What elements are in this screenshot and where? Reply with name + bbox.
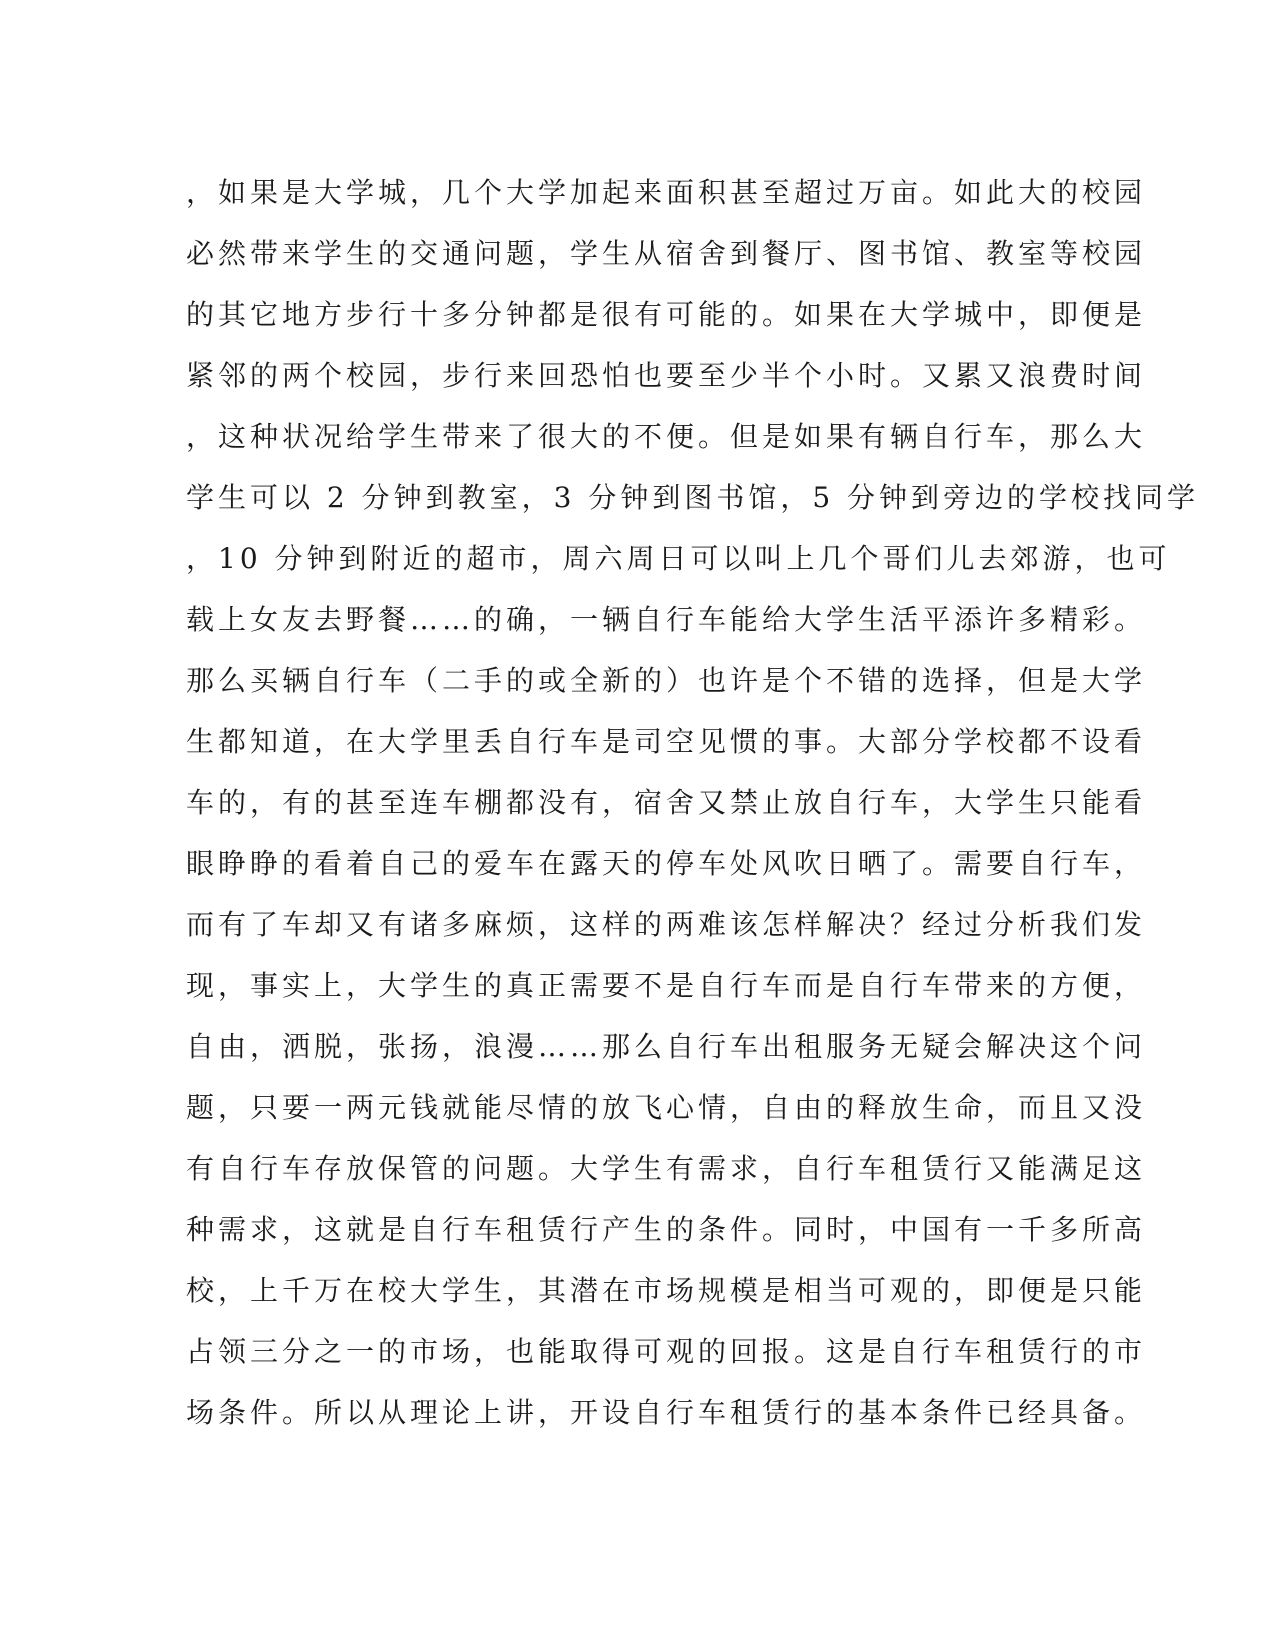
text-line: 载上女友去野餐……的确，一辆自行车能给大学生活平添许多精彩。 bbox=[186, 603, 1147, 636]
text-line: 眼睁睁的看着自己的爱车在露天的停车处风吹日晒了。需要自行车， bbox=[186, 847, 1147, 880]
text-line: 有自行车存放保管的问题。大学生有需求，自行车租赁行又能满足这 bbox=[186, 1152, 1147, 1185]
text-line: 场条件。所以从理论上讲，开设自行车租赁行的基本条件已经具备。 bbox=[186, 1396, 1147, 1429]
text-line: 学生可以 2 分钟到教室，3 分钟到图书馆，5 分钟到旁边的学校找同学 bbox=[186, 481, 1200, 514]
text-line: 种需求，这就是自行车租赁行产生的条件。同时，中国有一千多所高 bbox=[186, 1213, 1147, 1246]
text-line: 紧邻的两个校园，步行来回恐怕也要至少半个小时。又累又浪费时间 bbox=[186, 359, 1147, 392]
text-line: 校，上千万在校大学生，其潜在市场规模是相当可观的，即便是只能 bbox=[186, 1274, 1147, 1307]
text-line: 车的，有的甚至连车棚都没有，宿舍又禁止放自行车，大学生只能看 bbox=[186, 786, 1147, 819]
text-line: ，如果是大学城，几个大学加起来面积甚至超过万亩。如此大的校园 bbox=[186, 176, 1147, 209]
text-line: 现，事实上，大学生的真正需要不是自行车而是自行车带来的方便， bbox=[186, 969, 1147, 1002]
text-line: 自由，洒脱，张扬，浪漫……那么自行车出租服务无疑会解决这个问 bbox=[186, 1030, 1147, 1063]
text-line: 题，只要一两元钱就能尽情的放飞心情，自由的释放生命，而且又没 bbox=[186, 1091, 1147, 1124]
text-line: 占领三分之一的市场，也能取得可观的回报。这是自行车租赁行的市 bbox=[186, 1335, 1147, 1368]
text-line: 必然带来学生的交通问题，学生从宿舍到餐厅、图书馆、教室等校园 bbox=[186, 237, 1147, 270]
text-line: 的其它地方步行十多分钟都是很有可能的。如果在大学城中，即便是 bbox=[186, 298, 1147, 331]
text-line: ，这种状况给学生带来了很大的不便。但是如果有辆自行车，那么大 bbox=[186, 420, 1147, 453]
text-line: 那么买辆自行车（二手的或全新的）也许是个不错的选择，但是大学 bbox=[186, 664, 1147, 697]
text-line: 生都知道，在大学里丢自行车是司空见惯的事。大部分学校都不设看 bbox=[186, 725, 1147, 758]
text-line: ，10 分钟到附近的超市，周六周日可以叫上几个哥们儿去郊游，也可 bbox=[186, 542, 1171, 575]
text-line: 而有了车却又有诸多麻烦，这样的两难该怎样解决？经过分析我们发 bbox=[186, 908, 1147, 941]
body-paragraph bbox=[186, 162, 1200, 1443]
